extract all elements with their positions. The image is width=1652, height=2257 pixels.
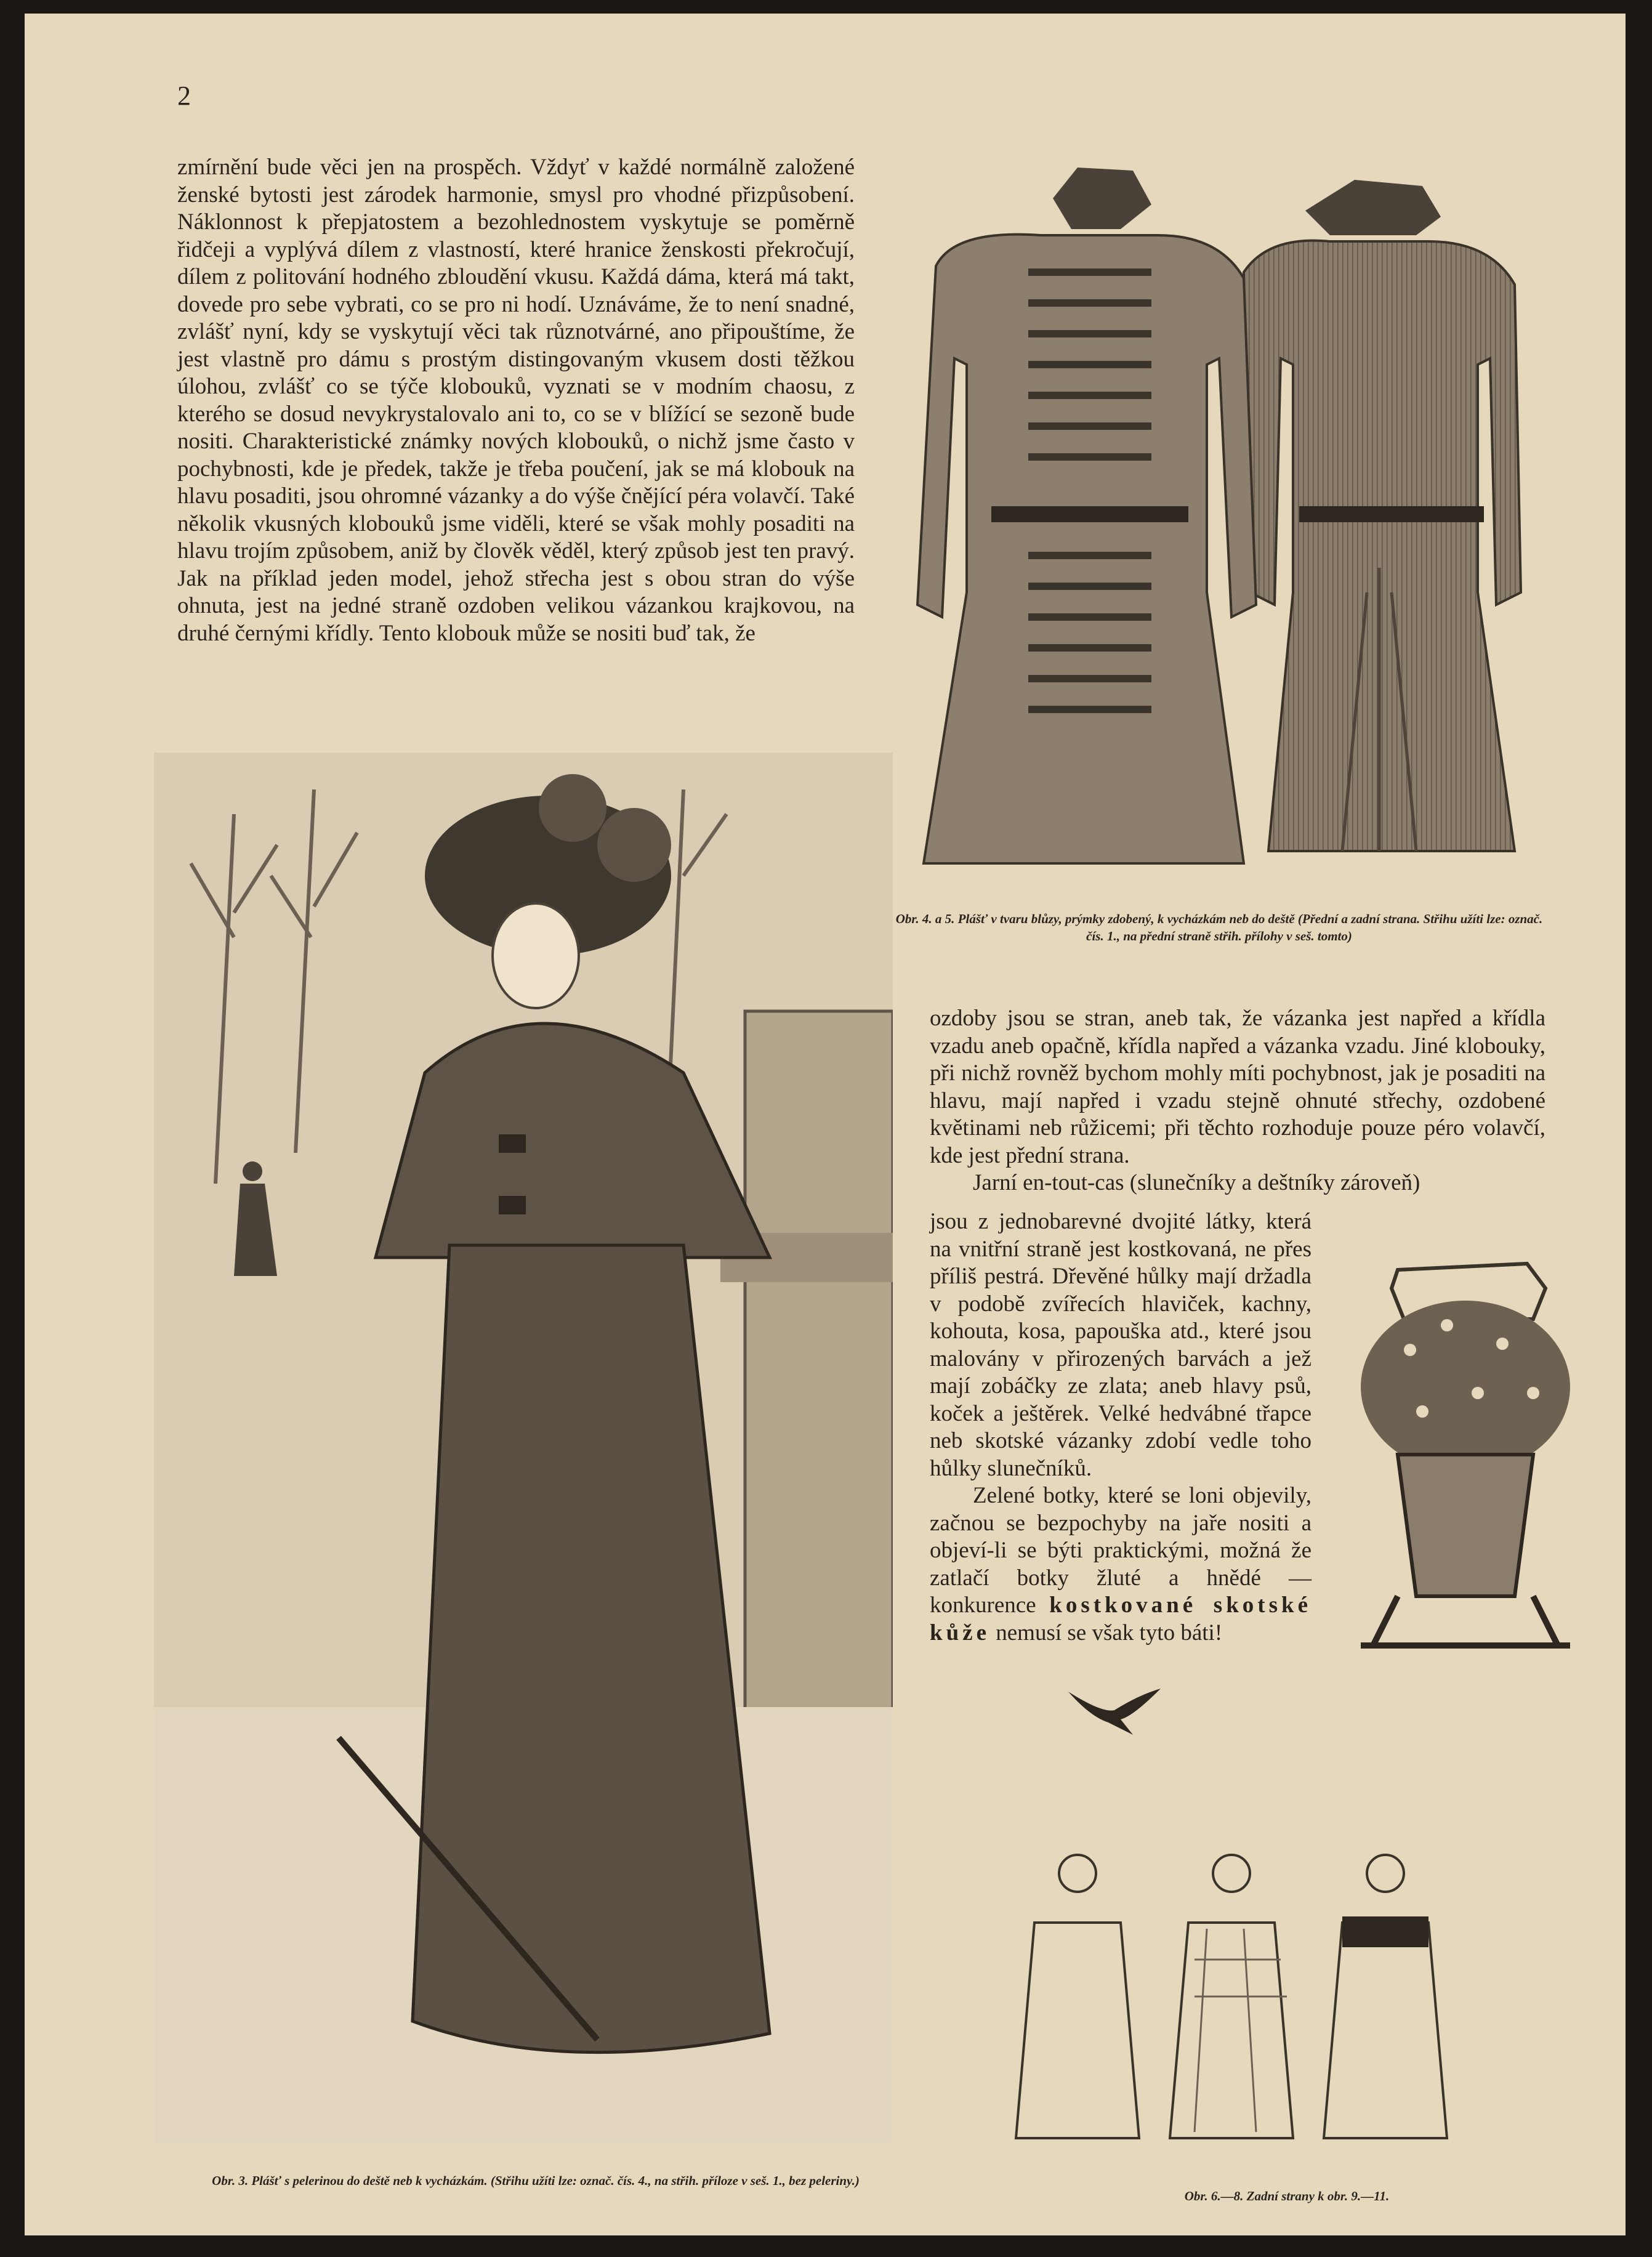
paragraph: zmírnění bude věci jen na prospěch. Vždyť v každé normálně založené ženské bytosti jest zárodek harmonie, smysl pro vhodné přizpůsobení. Náklonnost k přepjatostem a bezohlednostem vyskytuje se poměrně řidčeji a vyplývá dílem z vlastností, které hranice ženskosti překročují, dílem z politování hodného zbloudění vkusu. Každá dáma, která má takt, dovede pro sebe vybrati, co se pro ni hodí. Uznáváme, že to není snadné, zvlášť nyní, kdy se vyskytují věci tak různotvárné, ano připouštíme, že jest vlastně pro dámu s prostým distingovaným vkusem dosti těžkou úlohou, zvlášť co se týče klobouků, vyznati se v modním chaosu, z kterého se dosud nevykrystalovalo ani to, co se v blížící se sezoně bude nositi. Charakteristické známky nových klobouků, o nichž jsme často v pochybnosti, kde je předek, takže je třeba poučení, jak se má klobouk na hlavu posaditi, jsou ohromné vázanky a do výše čnějící péra volavčí. Také několik vkusných klobouků jsme viděli, které se však mohly posaditi na hlavu trojím způsobem, aniž by člověk věděl, který způsob jest ten pravý. Jak na příklad jeden model, jehož střecha jest s obou stran do výše ohnuta, jest na jedné straně ozdoben velikou vázankou krajkovou, na druhé černými křídly. Tento klobouk může se nositi buď tak, že bbox=[177, 155, 855, 646]
jacket-front bbox=[917, 168, 1256, 863]
illustration-woman-cape bbox=[154, 753, 893, 2144]
paragraph: Jarní en-tout-cas (slunečníky a deštníky zároveň) bbox=[973, 1170, 1420, 1195]
page-number: 2 bbox=[177, 81, 191, 111]
caption-fig-3: Obr. 3. Plášť s pelerinou do deště neb k vycházkám. (Střihu užíti lze: označ. čís. 4., na střih. příloze v seš. 1., bez peleriny.) bbox=[212, 2173, 860, 2188]
illustration-jackets-front-back bbox=[899, 161, 1564, 870]
illustration-three-back-views bbox=[1010, 1849, 1453, 2157]
magazine-page bbox=[25, 14, 1626, 2235]
jackets-drawing bbox=[899, 161, 1564, 870]
paragraph-spaced: kostkované skotské kůže bbox=[930, 1593, 1312, 1645]
wrap-column-text bbox=[930, 1208, 1312, 1647]
woman-cape-drawing bbox=[154, 753, 893, 2144]
paragraph bbox=[930, 1482, 1312, 1647]
right-column-text bbox=[930, 1005, 1545, 1197]
paragraph: jsou z jednobarevné dvojité látky, která na vnitřní straně jest kostkovaná, ne přes příliš pestrá. Dřevěné hůlky mají držadla v podobě zvířecích hlaviček, kachny, kohouta, kosa, papouška atd., které jsou malovány v přirozených barvách a jež mají zobáčky ze zlata; aneb hlavy psů, koček a ještěrek. Velké hedvábné třapce neb skotské vázanky zdobí vedle toho hůlky slunečníků. bbox=[930, 1209, 1312, 1481]
flower-basket-drawing bbox=[1348, 1251, 1582, 1658]
paragraph: ozdoby jsou se stran, aneb tak, že vázanka jest napřed a křídla vzadu aneb opačně, křídla napřed a vázanka vzadu. Jiné klobouky, při nichž rovněž bychom mohly míti pochybnost, jak je posaditi na hlavu, mají napřed i vzadu stejně ohnuté střechy, ozdobené květinami neb růžicemi; při těchto rozhoduje pouze péro volavčí, kde jest přední strana. bbox=[930, 1006, 1545, 1168]
paragraph-tail: nemusí se však tyto báti! bbox=[996, 1620, 1223, 1645]
paragraph-lead: Zelené botky, které se loni objevily, začnou se bezpochyby na jaře nositi a objeví-li se býti praktickými, možná že zatlačí botky žluté a hnědé — konkurence bbox=[930, 1483, 1312, 1618]
illustration-flower-basket bbox=[1348, 1251, 1582, 1658]
back-views-drawing bbox=[1010, 1849, 1453, 2157]
bird-drawing bbox=[1065, 1682, 1164, 1738]
left-column-text bbox=[177, 154, 855, 647]
bird-ornament bbox=[1065, 1682, 1164, 1738]
caption-fig-4-5: Obr. 4. a 5. Plášť v tvaru blůzy, prýmky zdobený, k vycházkám neb do deště (Přední a zadní strana. Střihu užíti lze: označ. čís. 1., na přední straně střih. přílohy v seš. tomto) bbox=[895, 911, 1543, 943]
jacket-back bbox=[1244, 180, 1521, 851]
caption-fig-6-8: Obr. 6.—8. Zadní strany k obr. 9.—11. bbox=[1184, 2189, 1390, 2203]
